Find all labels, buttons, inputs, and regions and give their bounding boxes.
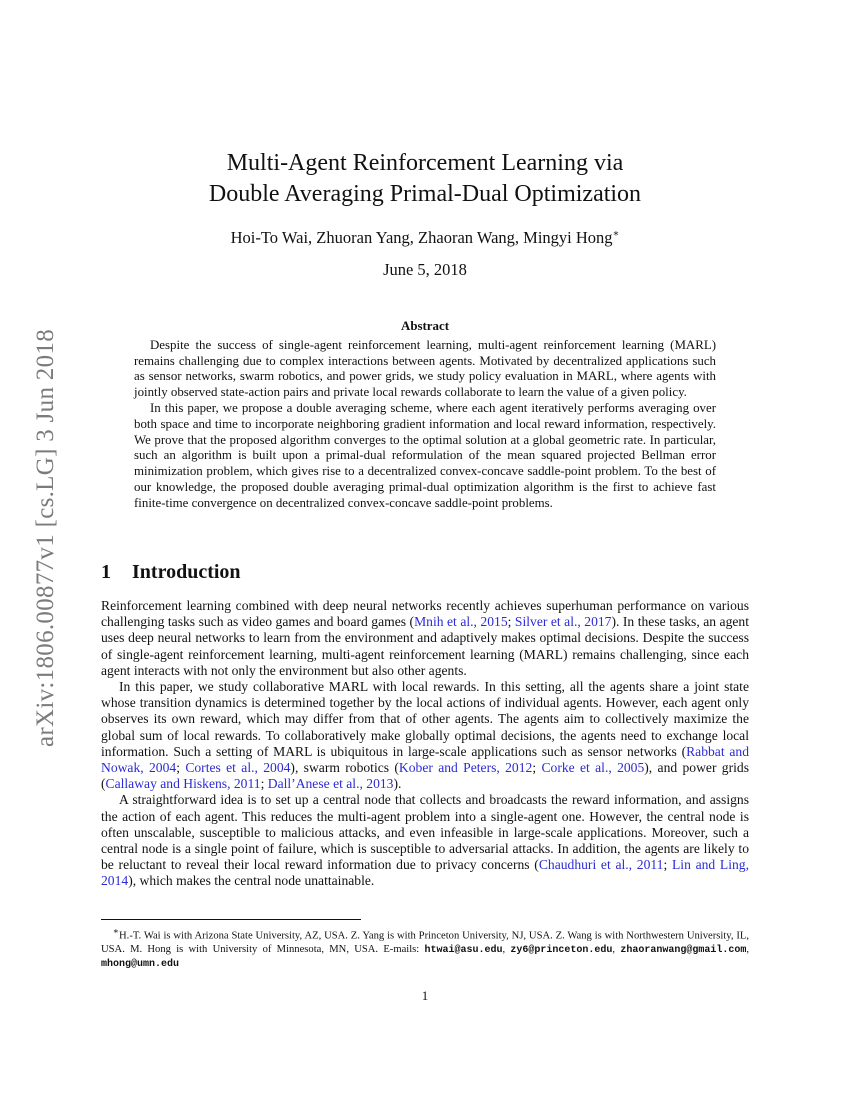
citation-lin-2014[interactable]: Lin and Ling, 2014 <box>101 857 749 889</box>
paper-title <box>0 148 850 210</box>
abstract-block <box>134 319 716 512</box>
abstract-paragraph-2: In this paper, we propose a double averaging scheme, where each agent iteratively performs averaging over both space and time to incorporate neighboring gradient information and local reward information, respectively. We prove that the proposed algorithm converges to the optimal solution at a global geometric rate. In particular, such an algorithm is built upon a primal-dual reformulation of the mean squared projected Bellman error minimization problem, which gives rise to a decentralized convex-concave saddle-point problem. To the best of our knowledge, the proposed double averaging primal-dual optimization algorithm is the first to achieve fast finite-time convergence on decentralized convex-concave saddle-point problems. <box>134 400 716 510</box>
citation-cortes-2004[interactable]: Cortes et al., 2004 <box>185 760 291 776</box>
para1-text-1: Reinforcement learning combined with deep neural networks recently achieves superhuman performance on various challenging tasks such as video games and board games ( <box>101 598 749 630</box>
email-wang: zhaoranwang@gmail.com <box>620 944 747 956</box>
citation-corke-2005[interactable]: Corke et al., 2005 <box>541 760 645 776</box>
page-number: 1 <box>421 988 429 1003</box>
author-footnote-mark: ∗ <box>612 228 620 240</box>
section-heading <box>101 561 241 584</box>
citation-dallanese-2013[interactable]: Dall’Anese et al., 2013 <box>267 776 394 792</box>
intro-paragraph-2 <box>101 679 749 792</box>
citation-silver-2017[interactable]: Silver et al., 2017 <box>514 614 612 630</box>
para1-text-2: ; <box>507 614 515 630</box>
para2-text-3: ), swarm robotics ( <box>290 760 399 776</box>
email-wai: htwai@asu.edu <box>424 944 503 956</box>
para2-text-2: ; <box>176 760 186 776</box>
author-names: Hoi-To Wai, Zhuoran Yang, Zhaoran Wang, Mingyi Hong <box>230 228 613 247</box>
footnote-divider <box>101 919 361 920</box>
footnote-sep-1: , <box>502 943 511 955</box>
citation-kober-2012[interactable]: Kober and Peters, 2012 <box>398 760 533 776</box>
abstract-paragraph-1: Despite the success of single-agent reinforcement learning, multi-agent reinforcement learning (MARL) remains challenging due to complex interactions between agents. Motivated by decentralized applications such as sensor networks, swarm robotics, and power grids, we study policy evaluation in MARL, where agents with jointly observed state-action pairs and private local rewards collaborate to learn the value of a given policy. <box>134 337 716 400</box>
para1-text-3: ). In these tasks, an agent uses deep neural networks to learn from the environment and adaptively makes optimal decisions. Despite the success of single-agent reinforcement learning, multi-agent reinforcement learning (MARL) remains challenging, since each agent interacts with not only the environment but also other agents. <box>101 614 749 678</box>
footnote <box>101 925 749 971</box>
title-line-2: Double Averaging Primal-Dual Optimization <box>208 181 642 207</box>
para3-text-1: A straightforward idea is to set up a central node that collects and broadcasts the reward information, and assigns the action of each agent. This reduces the multi-agent problem into a single-agent one. However, the central node is often unscalable, susceptible to malicious attacks, and even infeasible in large-scale applications. Moreover, such a central node is a single point of failure, which is susceptible to adversarial attacks. In addition, the agents are likely to be reluctant to reveal their local reward information due to privacy concerns ( <box>101 792 749 873</box>
para3-text-2: ; <box>663 857 672 873</box>
citation-callaway-2011[interactable]: Callaway and Hiskens, 2011 <box>105 776 261 792</box>
footnote-mark: ∗ <box>113 926 120 936</box>
intro-paragraph-1 <box>101 598 749 679</box>
para2-text-4: ; <box>532 760 542 776</box>
footnote-sep-2: , <box>612 943 621 955</box>
email-hong: mhong@umn.edu <box>101 959 180 971</box>
footnote-text: H.-T. Wai is with Arizona State University, AZ, USA. Z. Yang is with Princeton University, NJ, USA. Z. Wang is with Northwestern University, IL, USA. M. Hong is with University of Minnesota, MN, USA. E-mails: <box>101 930 749 955</box>
email-yang: zy6@princeton.edu <box>510 944 613 956</box>
author-list <box>0 228 850 248</box>
body-text <box>101 598 749 890</box>
section-number: 1 <box>101 561 111 583</box>
intro-paragraph-3 <box>101 792 749 889</box>
para3-text-3: ), which makes the central node unattainable. <box>128 873 375 889</box>
para2-text-7: ). <box>393 776 402 792</box>
para2-text-5: ), and power grids ( <box>101 760 749 792</box>
para2-text-1: In this paper, we study collaborative MARL with local rewards. In this setting, all the agents share a joint state whose transition dynamics is determined together by the local actions of individual agents. However, each agent only observes its own reward, which may differ from that of other agents. The agents aim to collectively maximize the global sum of local rewards. To collaboratively make globally optimal decisions, the agents need to exchange local information. Such a setting of MARL is ubiquitous in large-scale applications such as sensor networks ( <box>101 679 749 759</box>
para2-text-6: ; <box>260 776 268 792</box>
arxiv-identifier-stamp: arXiv:1806.00877v1 [cs.LG] 3 Jun 2018 <box>32 329 59 747</box>
paper-date: June 5, 2018 <box>383 260 467 279</box>
citation-rabbat-2004[interactable]: Rabbat and Nowak, 2004 <box>101 743 749 776</box>
citation-chaudhuri-2011[interactable]: Chaudhuri et al., 2011 <box>538 857 664 873</box>
title-line-1: Multi-Agent Reinforcement Learning via <box>226 150 624 176</box>
footnote-sep-3: , <box>746 943 750 955</box>
citation-mnih-2015[interactable]: Mnih et al., 2015 <box>414 614 508 630</box>
section-title: Introduction <box>132 561 241 583</box>
abstract-heading: Abstract <box>401 319 449 333</box>
